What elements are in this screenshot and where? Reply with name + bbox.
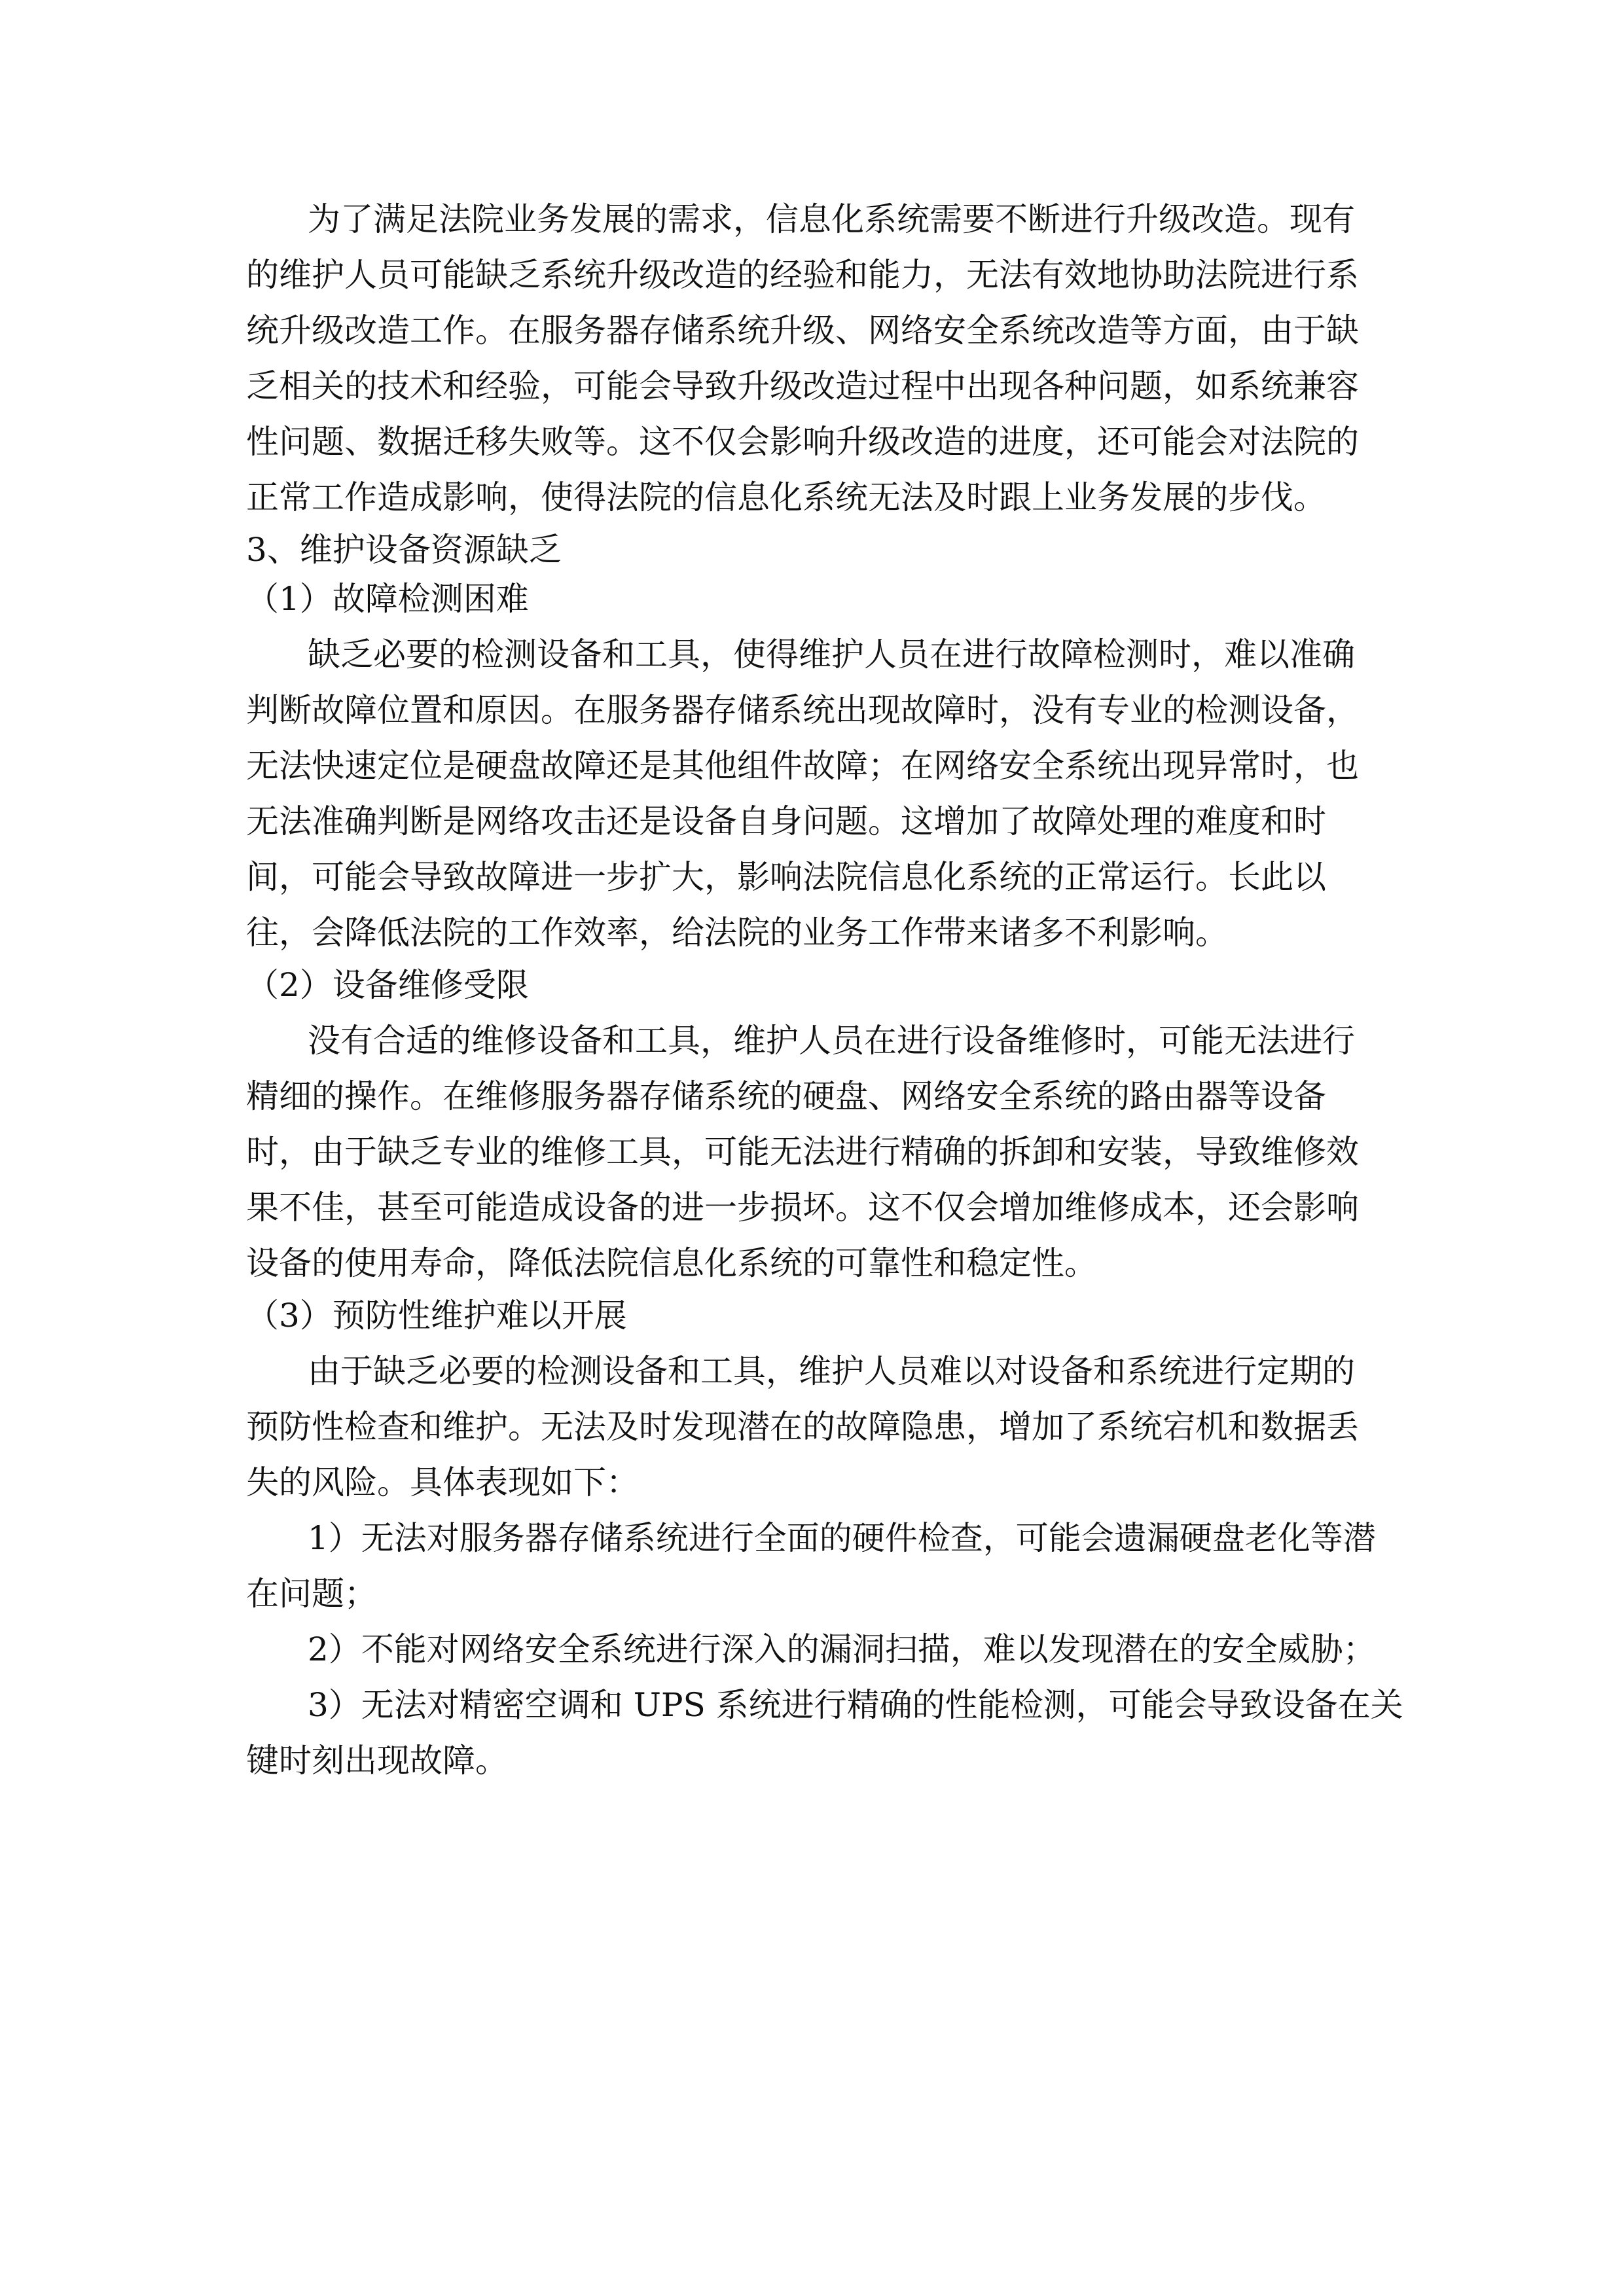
paragraph-line: 的维护人员可能缺乏系统升级改造的经验和能力，无法有效地协助法院进行系 <box>246 256 1359 294</box>
subsection-heading: （1）故障检测困难 <box>246 580 529 618</box>
paragraph-line: 为了满足法院业务发展的需求，信息化系统需要不断进行升级改造。现有 <box>308 200 1355 238</box>
subsection-heading: （2）设备维修受限 <box>246 966 529 1004</box>
list-item: 1）无法对服务器存储系统进行全面的硬件检查，可能会遗漏硬盘老化等潜 <box>308 1519 1376 1557</box>
paragraph-line: 精细的操作。在维修服务器存储系统的硬盘、网络安全系统的路由器等设备 <box>246 1077 1326 1115</box>
paragraph-line: 统升级改造工作。在服务器存储系统升级、网络安全系统改造等方面，由于缺 <box>246 312 1359 350</box>
paragraph-line: 时，由于缺乏专业的维修工具，可能无法进行精确的拆卸和安装，导致维修效 <box>246 1133 1359 1171</box>
paragraph-line: 无法准确判断是网络攻击还是设备自身问题。这增加了故障处理的难度和时 <box>246 802 1326 840</box>
paragraph-line: 失的风险。具体表现如下： <box>246 1463 639 1501</box>
paragraph-line: 设备的使用寿命，降低法院信息化系统的可靠性和稳定性。 <box>246 1244 1097 1282</box>
section-heading: 3、维护设备资源缺乏 <box>246 531 562 569</box>
list-item: 3）无法对精密空调和 UPS 系统进行精确的性能检测，可能会导致设备在关 <box>308 1686 1403 1724</box>
paragraph-line: 由于缺乏必要的检测设备和工具，维护人员难以对设备和系统进行定期的 <box>308 1352 1355 1390</box>
paragraph-line: 往，会降低法院的工作效率，给法院的业务工作带来诸多不利影响。 <box>246 914 1228 952</box>
list-item: 2）不能对网络安全系统进行深入的漏洞扫描，难以发现潜在的安全威胁； <box>308 1630 1376 1668</box>
paragraph-line: 正常工作造成影响，使得法院的信息化系统无法及时跟上业务发展的步伐。 <box>246 478 1326 516</box>
subsection-heading: （3）预防性维护难以开展 <box>246 1297 627 1335</box>
list-item-continuation: 键时刻出现故障。 <box>246 1742 508 1780</box>
paragraph-line: 预防性检查和维护。无法及时发现潜在的故障隐患，增加了系统宕机和数据丢 <box>246 1408 1359 1446</box>
paragraph-line: 间，可能会导致故障进一步扩大，影响法院信息化系统的正常运行。长此以 <box>246 858 1326 896</box>
paragraph-line: 果不佳，甚至可能造成设备的进一步损坏。这不仅会增加维修成本，还会影响 <box>246 1189 1359 1227</box>
paragraph-line: 性问题、数据迁移失败等。这不仅会影响升级改造的进度，还可能会对法院的 <box>246 423 1359 461</box>
paragraph-line: 缺乏必要的检测设备和工具，使得维护人员在进行故障检测时，难以准确 <box>308 636 1355 673</box>
paragraph-line: 无法快速定位是硬盘故障还是其他组件故障；在网络安全系统出现异常时，也 <box>246 747 1359 785</box>
paragraph-line: 判断故障位置和原因。在服务器存储系统出现故障时，没有专业的检测设备， <box>246 691 1359 729</box>
paragraph-line: 乏相关的技术和经验，可能会导致升级改造过程中出现各种问题，如系统兼容 <box>246 367 1359 405</box>
paragraph-line: 没有合适的维修设备和工具，维护人员在进行设备维修时，可能无法进行 <box>308 1022 1355 1060</box>
list-item-continuation: 在问题； <box>246 1575 377 1613</box>
